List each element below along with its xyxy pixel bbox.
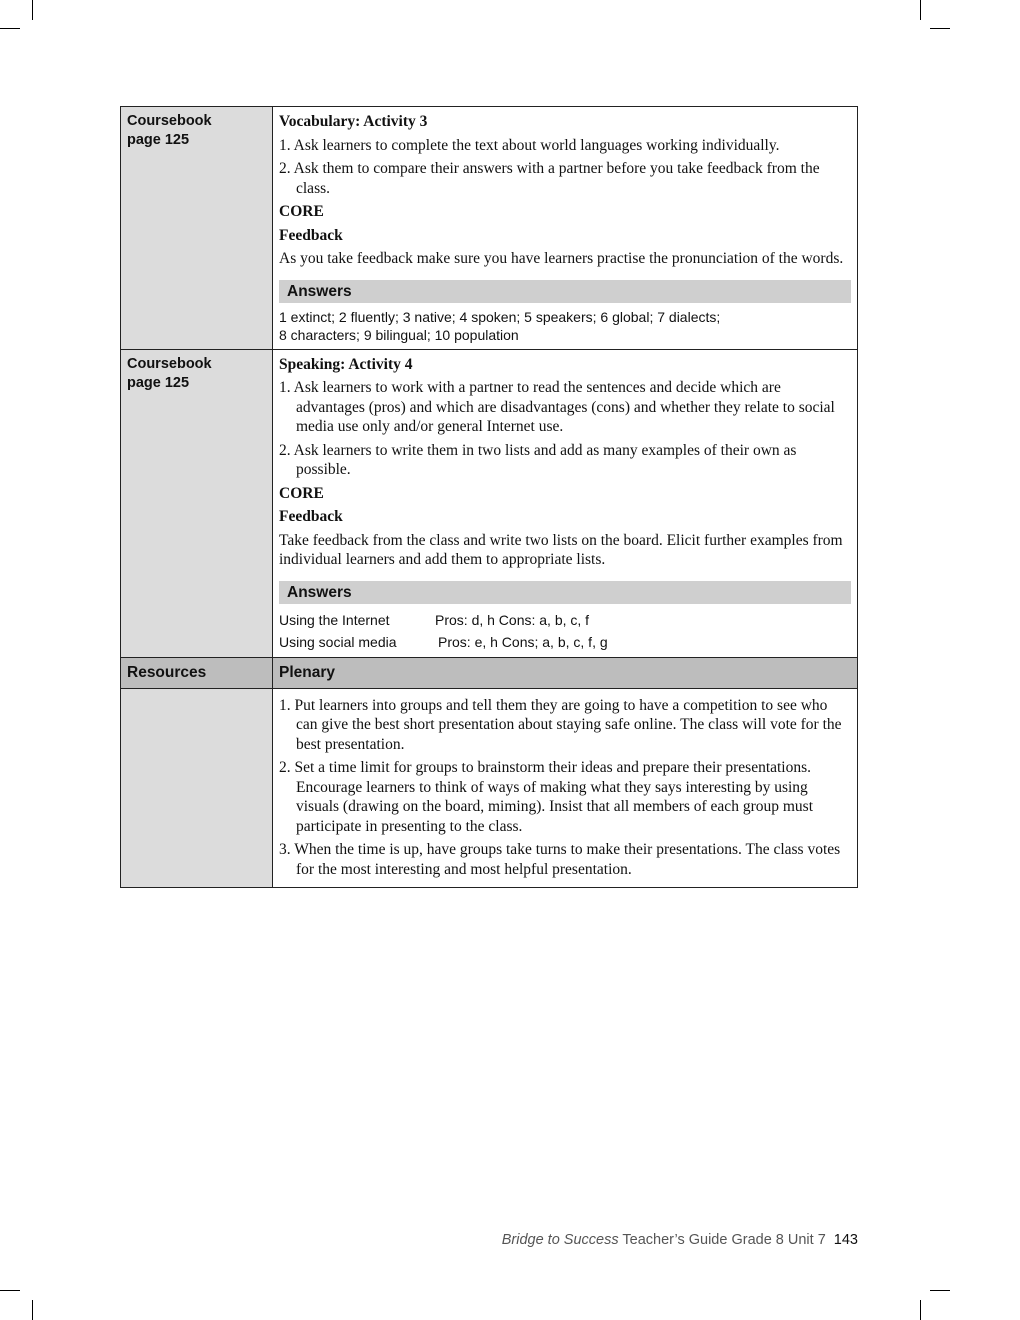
step-list [279, 696, 851, 880]
list-item: 2. Ask them to compare their answers with a partner before you take feedback from the class. [279, 160, 820, 197]
guide-text: Teacher’s Guide Grade 8 Unit 7 [622, 1232, 826, 1248]
step-list [279, 378, 851, 480]
resources-cell [121, 688, 273, 888]
feedback-heading: Feedback [279, 226, 343, 244]
table-row [121, 688, 858, 888]
list-item: 1. Put learners into groups and tell them they are going to have a competition to see who can give the best short presentation about staying safe online. The class will vote for the best presentation. [279, 696, 842, 753]
crop-mark [930, 1290, 950, 1291]
activity-content [273, 349, 858, 657]
table-row [121, 107, 858, 350]
list-item: 2. Ask learners to write them in two lists and add as many examples of their own as possible. [279, 441, 797, 478]
core-label: CORE [279, 484, 324, 502]
lesson-plan-table [120, 106, 858, 888]
plenary-content [273, 688, 858, 888]
answer-row [279, 631, 851, 653]
plenary-header-row [121, 657, 858, 688]
table-row [121, 349, 858, 657]
crop-mark [0, 28, 20, 29]
answers-line: 8 characters; 9 bilingual; 10 population [279, 327, 519, 343]
step-list [279, 136, 851, 199]
feedback-text: As you take feedback make sure you have learners practise the pronunciation of the words. [279, 250, 844, 267]
answer-row-value: Pros: d, h Cons: a, b, c, f [435, 611, 590, 628]
coursebook-page: page 125 [127, 132, 190, 148]
feedback-heading: Feedback [279, 508, 343, 525]
answer-row-value: Pros: e, h Cons; a, b, c, f, g [438, 633, 608, 650]
activity-content [273, 107, 858, 350]
activity-title: Speaking: Activity 4 [279, 355, 413, 373]
crop-mark [930, 28, 950, 29]
crop-mark [920, 0, 921, 20]
page-footer [502, 1232, 858, 1248]
crop-mark [920, 1300, 921, 1320]
book-title: Bridge to Success [501, 1232, 619, 1248]
page-number: 143 [833, 1232, 858, 1248]
activity-title: Vocabulary: Activity 3 [279, 113, 428, 130]
answers-line: 1 extinct; 2 fluently; 3 native; 4 spoken; 5 speakers; 6 global; 7 dialects; [279, 308, 721, 325]
resources-label: Resources [121, 657, 273, 688]
feedback-text: Take feedback from the class and write two lists on the board. Elicit further examples from individual learners and add them to appropriate lists. [279, 531, 843, 568]
coursebook-reference [121, 107, 273, 350]
list-item: 3. When the time is up, have groups take turns to make their presentations. The class votes for the most interesting and most helpful presentation. [279, 841, 841, 878]
crop-mark [32, 1300, 33, 1320]
plenary-title: Plenary [273, 657, 858, 688]
list-item: 2. Set a time limit for groups to brainstorm their ideas and prepare their presentations. Encourage learners to think of ways of making what they says interesting by using visuals (drawing on the board, miming). Insist that all members of each group must participate in presenting to the class. [279, 759, 813, 835]
answer-row-label: Using the Internet [279, 611, 390, 628]
answer-row-label: Using social media [279, 633, 397, 650]
crop-mark [32, 0, 33, 20]
answers-bar: Answers [279, 581, 851, 604]
list-item: 1. Ask learners to complete the text about world languages working individually. [279, 136, 780, 154]
coursebook-label: Coursebook [127, 355, 212, 372]
coursebook-reference [121, 349, 273, 657]
list-item: 1. Ask learners to work with a partner to read the sentences and decide which are advantages (pros) and which are disadvantages (cons) and whether they relate to social media use only and/or general Internet use. [279, 379, 835, 435]
answers-bar: Answers [279, 280, 851, 303]
answer-row [279, 609, 851, 631]
crop-mark [0, 1290, 20, 1291]
core-label: CORE [279, 203, 324, 220]
coursebook-page: page 125 [127, 374, 190, 391]
coursebook-label: Coursebook [127, 113, 212, 129]
